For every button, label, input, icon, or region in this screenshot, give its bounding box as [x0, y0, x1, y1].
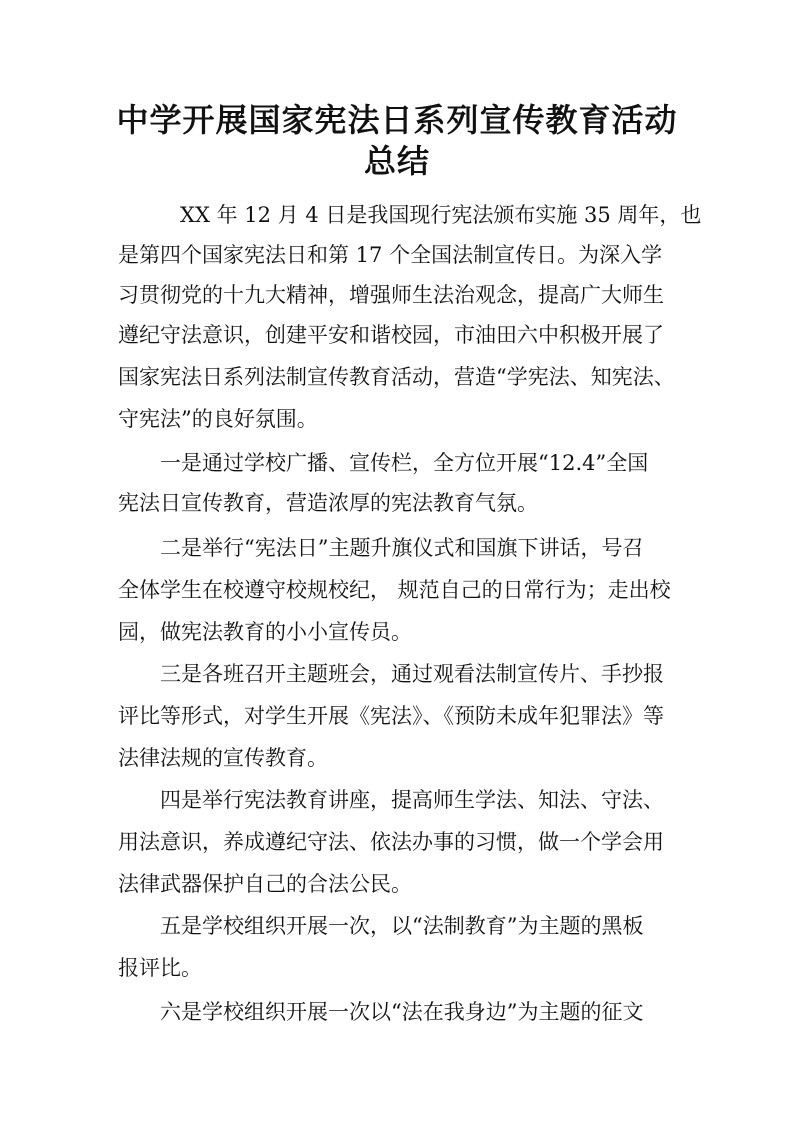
paragraph-6-line-1: 五是学校组织开展一次，以“法制教育”为主题的黑板 — [160, 914, 644, 938]
paragraph-6-line-2: 报评比。 — [118, 956, 202, 980]
paragraph-4-line-3: 法律法规的宣传教育。 — [118, 746, 328, 770]
paragraph-2-line-2: 宪法日宣传教育，营造浓厚的宪法教育气氛。 — [118, 491, 538, 515]
paragraph-1-line-5: 国家宪法日系列法制宣传教育活动，营造“学宪法、知宪法、 — [118, 365, 675, 389]
paragraph-5-line-1: 四是举行宪法教育讲座，提高师生学法、知法、守法、 — [160, 788, 664, 812]
paragraph-1-line-2: 是第四个国家宪法日和第 17 个全国法制宣传日。为深入学 — [118, 243, 663, 267]
paragraph-3-line-2: 全体学生在校遵守校规校纪， 规范自己的日常行为；走出校 — [118, 578, 671, 602]
document-title-line-1: 中学开展国家宪法日系列宣传教育活动 — [116, 101, 678, 139]
paragraph-1-line-1: XX 年 12 月 4 日是我国现行宪法颁布实施 35 周年，也 — [180, 203, 702, 227]
paragraph-5-line-3: 法律武器保护自己的合法公民。 — [118, 872, 412, 896]
paragraph-4-line-2: 评比等形式，对学生开展《宪法》、《预防未成年犯罪法》等 — [118, 704, 664, 728]
paragraph-3-line-1: 二是举行“宪法日”主题升旗仪式和国旗下讲话，号召 — [160, 536, 644, 560]
paragraph-5-line-2: 用法意识，养成遵纪守法、依法办事的习惯，做一个学会用 — [118, 830, 664, 854]
document-title-line-2: 总结 — [363, 142, 430, 180]
paragraph-1-line-4: 遵纪守法意识，创建平安和谐校园，市油田六中积极开展了 — [118, 323, 664, 347]
paragraph-1-line-3: 习贯彻党的十九大精神，增强师生法治观念，提高广大师生 — [118, 283, 664, 307]
paragraph-4-line-1: 三是各班召开主题班会，通过观看法制宣传片、手抄报 — [160, 662, 664, 686]
paragraph-2-line-1: 一是通过学校广播、宣传栏，全方位开展“12.4”全国 — [160, 451, 649, 475]
paragraph-1-line-6: 守宪法”的良好氛围。 — [118, 407, 318, 431]
paragraph-7-line-1: 六是学校组织开展一次以“法在我身边”为主题的征文 — [160, 1000, 644, 1024]
paragraph-3-line-3: 园，做宪法教育的小小宣传员。 — [118, 620, 412, 644]
